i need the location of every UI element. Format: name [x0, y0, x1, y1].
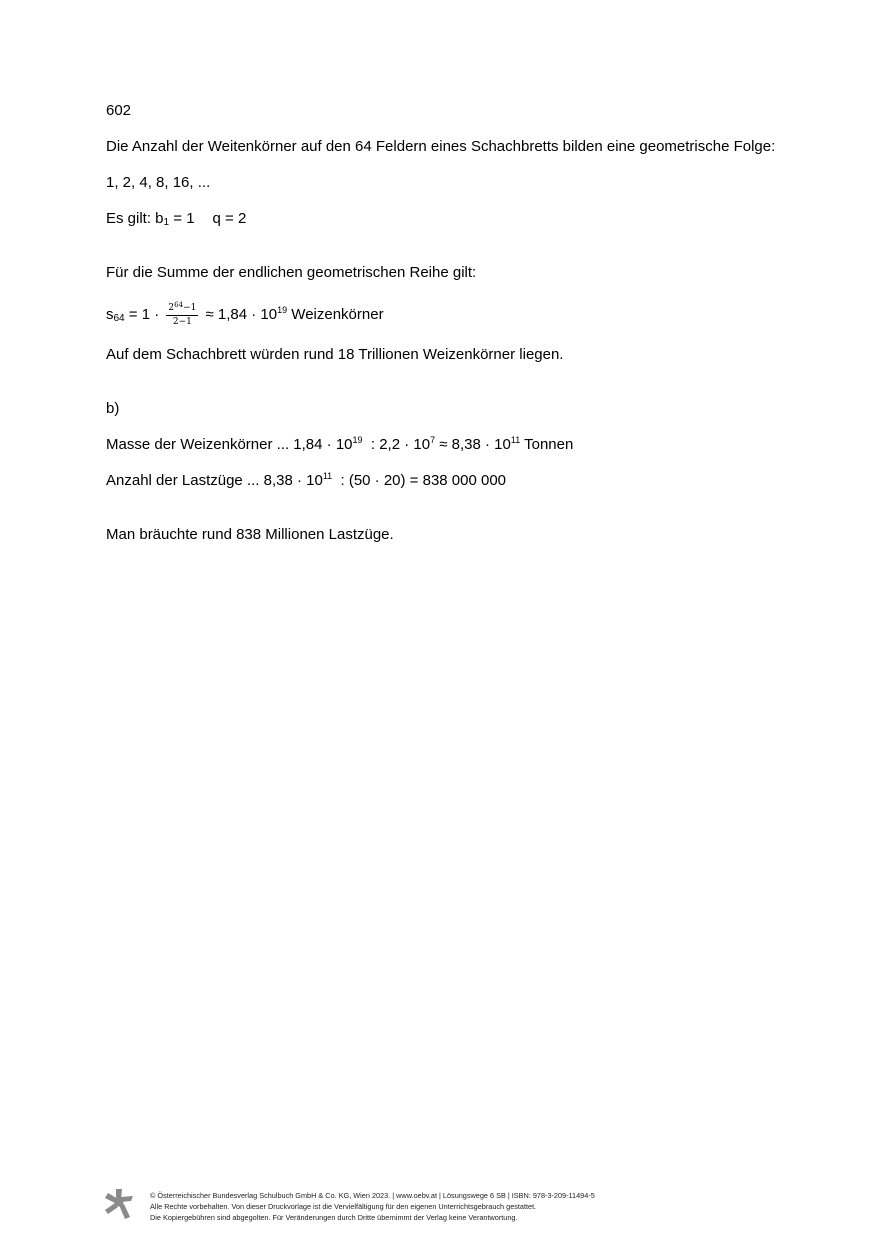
- given-q: q = 2: [212, 210, 247, 227]
- sum-s: s: [106, 306, 114, 323]
- sum-fraction: [166, 300, 198, 328]
- given-b-value: = 1: [169, 210, 195, 227]
- truck-calculation: Anzahl der Lastzüge ... $8,38 \cdot 10^{11}$ : (50 · 20) = 838 000 000: [106, 471, 507, 489]
- part-b-label: b): [106, 400, 120, 417]
- sum-s-subscript: 64: [113, 313, 125, 324]
- sum-approx: ≈ 1,84 · 10: [201, 306, 278, 323]
- intro-text: Die Anzahl der Weitenkörner auf den 64 Feldern eines Schachbretts bilden eine geometrische Folge:: [106, 138, 776, 155]
- publisher-logo-icon: [104, 1188, 134, 1220]
- sum-unit: Weizenkörner: [287, 306, 384, 323]
- conclusion-text: Man bräuchte rund 838 Millionen Lastzüge.: [106, 526, 394, 543]
- footer-line-fees: Die Kopiergebühren sind abgegolten. Für Veränderungen durch Dritte übernimmt der Verlag keine Verantwortung.: [150, 1213, 518, 1222]
- fraction-denominator: 2−1: [172, 316, 192, 327]
- given-prefix: Es gilt: b: [106, 210, 164, 227]
- sum-exponent: 19: [277, 305, 288, 315]
- page-number: 602: [106, 102, 132, 119]
- fraction-numerator: $2^{64}-1$: [166, 303, 198, 316]
- mass-calculation: Masse der Weizenkörner ... $1,84 \cdot 10^{19}$ : $2,2 \cdot 10^7 \approx 8,38 \cdot 10^{11}$ Tonnen: [106, 435, 574, 453]
- sequence-text: 1, 2, 4, 8, 16, ...: [106, 174, 211, 191]
- footer: [150, 1190, 595, 1223]
- sum-result-text: Auf dem Schachbrett würden rund 18 Trillionen Weizenkörner liegen.: [106, 346, 564, 363]
- given-b-subscript: 1: [163, 217, 170, 228]
- sum-formula: [106, 301, 384, 333]
- footer-line-rights: Alle Rechte vorbehalten. Von dieser Druckvorlage ist die Vervielfältigung für den eigenen Unterrichtsgebrauch gestattet.: [150, 1202, 537, 1211]
- sum-lead: = 1 ·: [124, 306, 164, 323]
- given-values: [106, 210, 246, 232]
- footer-line-copyright: © Österreichischer Bundesverlag Schulbuch GmbH & Co. KG, Wien 2023. | www.oebv.at | Lösungswege 6 SB | ISBN: 978-3-209-11494-5: [150, 1191, 595, 1200]
- sum-intro-text: Für die Summe der endlichen geometrischen Reihe gilt:: [106, 264, 477, 281]
